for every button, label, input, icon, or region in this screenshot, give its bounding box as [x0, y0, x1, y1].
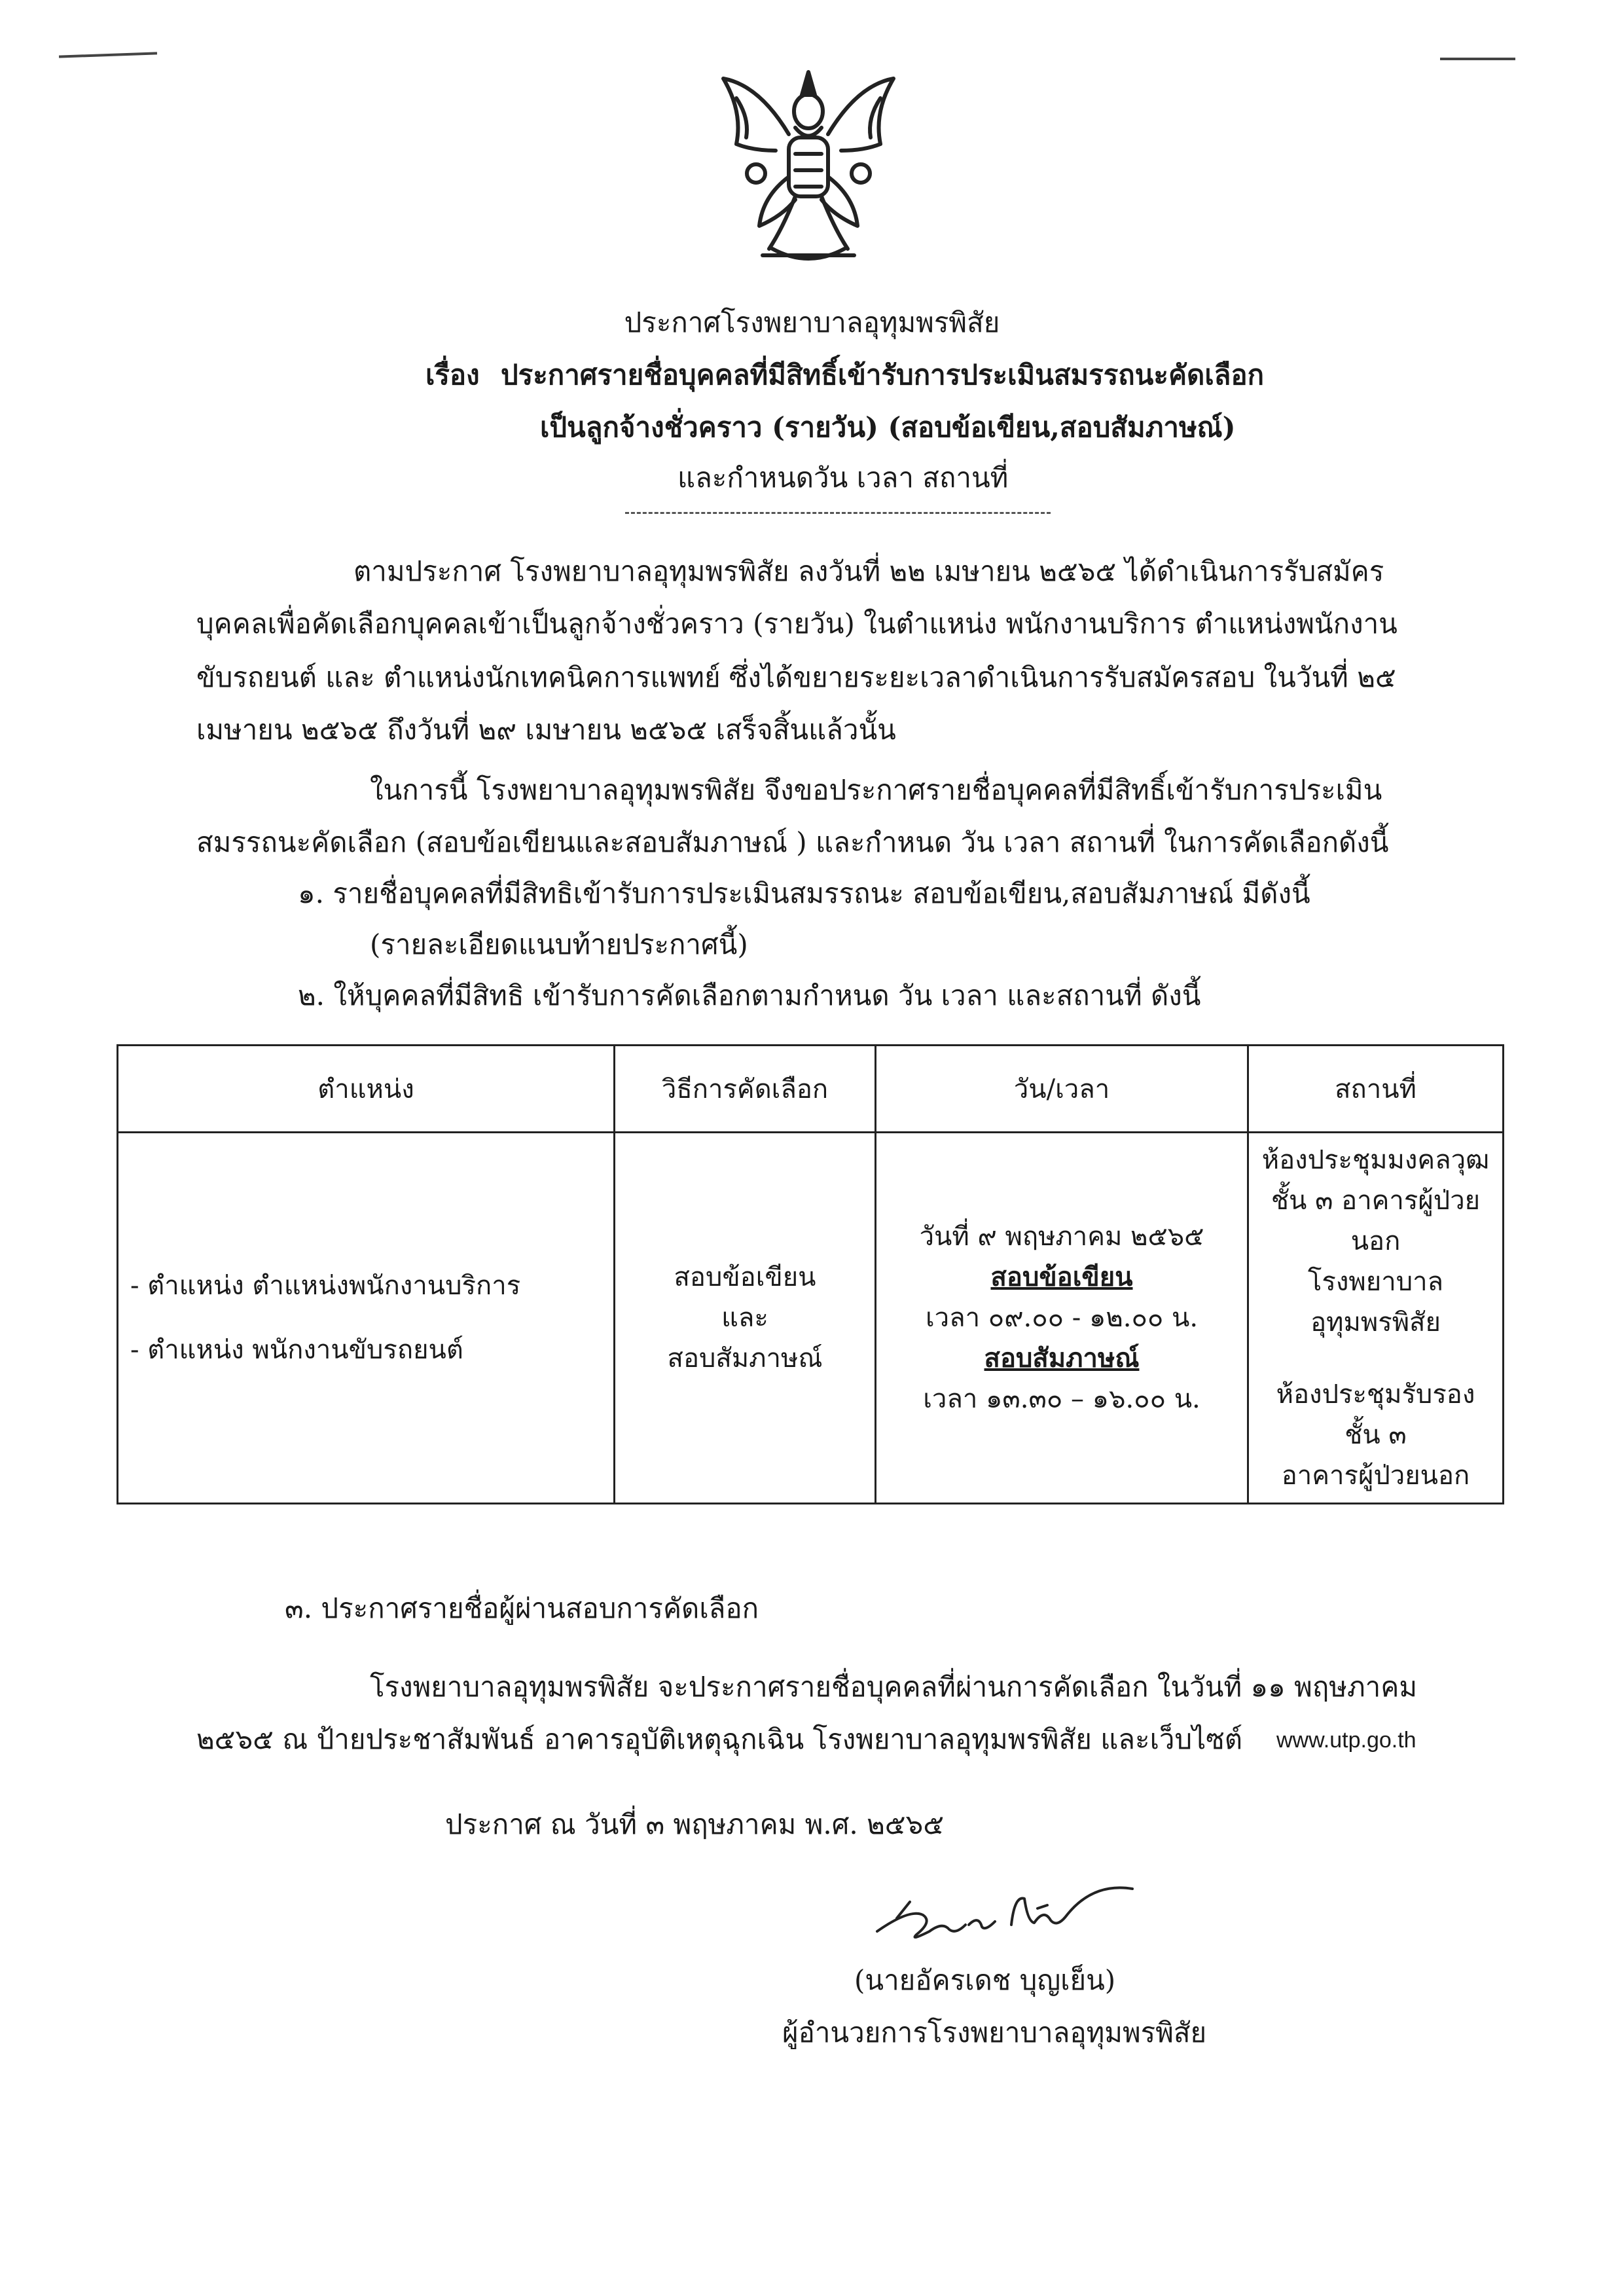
method-cell [615, 1133, 876, 1504]
exam-date: วันที่ ๙ พฤษภาคม ๒๕๖๕ [919, 1222, 1204, 1252]
item-2: ๒. ให้บุคคลที่มีสิทธิ เข้ารับการคัดเลือกตามกำหนด วัน เวลา และสถานที่ ดังนี้ [298, 979, 1201, 1011]
place-written-3: โรงพยาบาลอุทุมพรพิสัย [1307, 1267, 1444, 1338]
header-place: สถานที่ [1248, 1046, 1504, 1133]
announcement-date: ประกาศ ณ วันที่ ๓ พฤษภาคม พ.ศ. ๒๕๖๕ [445, 1808, 945, 1840]
subject-line-2: เป็นลูกจ้างชั่วคราว (รายวัน) (สอบข้อเขียน,สอบสัมภาษณ์) [540, 411, 1236, 443]
place-interview-1: ห้องประชุมรับรองชั้น ๓ [1276, 1379, 1475, 1450]
datetime-cell [876, 1133, 1248, 1504]
para1-line-4: เมษายน ๒๕๖๕ ถึงวันที่ ๒๙ เมษายน ๒๕๖๕ เสร็จสิ้นแล้วนั้น [196, 714, 896, 746]
header-divider [625, 512, 1051, 514]
section3-heading: ๓. ประกาศรายชื่อผู้ผ่านสอบการคัดเลือก [285, 1592, 759, 1624]
place-interview-2: อาคารผู้ป่วยนอก [1281, 1461, 1470, 1491]
table-header-row [118, 1046, 1504, 1133]
method-written: สอบข้อเขียน [674, 1262, 816, 1292]
section3-line-1: โรงพยาบาลอุทุมพรพิสัย จะประกาศรายชื่อบุคคลที่ผ่านการคัดเลือก ในวันที่ ๑๑ พฤษภาคม [370, 1671, 1417, 1703]
written-exam-label: สอบข้อเขียน [990, 1262, 1133, 1292]
header-method: วิธีการคัดเลือก [615, 1046, 876, 1133]
signature-icon [871, 1869, 1146, 1954]
para1-line-2: บุคคลเพื่อคัดเลือกบุคคลเข้าเป็นลูกจ้างชั่วคราว (รายวัน) ในตำแหน่ง พนักงานบริการ ตำแหน่งพนักงาน [196, 608, 1398, 640]
issuer-title: ประกาศโรงพยาบาลอุทุมพรพิสัย [624, 306, 1000, 338]
para1-line-3: ขับรถยนต์ และ ตำแหน่งนักเทคนิคการแพทย์ ซึ่งได้ขยายระยะเวลาดำเนินการรับสมัครสอบ ในวันที่ ๒๕ [196, 661, 1396, 693]
item-1-note: (รายละเอียดแนบท้ายประกาศนี้) [370, 928, 748, 960]
subject-line-1: ประกาศรายชื่อบุคคลที่มีสิทธิ์เข้ารับการประเมินสมรรถนะคัดเลือก [501, 359, 1265, 391]
place-cell [1248, 1133, 1504, 1504]
signatory-title: ผู้อำนวยการโรงพยาบาลอุทุมพรพิสัย [782, 2016, 1207, 2049]
method-and: และ [721, 1303, 768, 1333]
subject-line-3: และกำหนดวัน เวลา สถานที่ [677, 462, 1009, 494]
schedule-table [117, 1044, 1504, 1504]
para2-line-2: สมรรถนะคัดเลือก (สอบข้อเขียนและสอบสัมภาษณ์ ) และกำหนด วัน เวลา สถานที่ ในการคัดเลือกดังนี้ [196, 826, 1389, 858]
position-driver: - ตำแหน่ง พนักงานขับรถยนต์ [130, 1335, 463, 1365]
corner-mark-left [59, 52, 157, 58]
garuda-emblem-icon [697, 59, 920, 282]
corner-mark-right [1440, 58, 1515, 60]
header-position: ตำแหน่ง [118, 1046, 615, 1133]
table-row [118, 1133, 1504, 1504]
subject-label: เรื่อง [425, 359, 480, 391]
position-cell [118, 1133, 615, 1504]
header-datetime: วัน/เวลา [876, 1046, 1248, 1133]
website-url: www.utp.go.th [1276, 1728, 1416, 1753]
place-written-1: ห้องประชุมมงคลวุฒ [1261, 1145, 1490, 1175]
item-1: ๑. รายชื่อบุคคลที่มีสิทธิเข้ารับการประเมินสมรรถนะ สอบข้อเขียน,สอบสัมภาษณ์ มีดังนี้ [298, 877, 1310, 909]
para1-line-1: ตามประกาศ โรงพยาบาลอุทุมพรพิสัย ลงวันที่ ๒๒ เมษายน ๒๕๖๕ ได้ดำเนินการรับสมัคร [353, 555, 1384, 587]
interview-label: สอบสัมภาษณ์ [984, 1343, 1140, 1374]
section3-line-2: ๒๕๖๕ ณ ป้ายประชาสัมพันธ์ อาคารอุบัติเหตุฉุกเฉิน โรงพยาบาลอุทุมพรพิสัย และเว็บไซต์ [196, 1723, 1243, 1755]
method-interview: สอบสัมภาษณ์ [667, 1343, 823, 1374]
interview-time: เวลา ๑๓.๓๐ – ๑๖.๐๐ น. [923, 1384, 1200, 1414]
signatory-name: (นายอัครเดช บุญเย็น) [854, 1964, 1116, 1996]
position-service: - ตำแหน่ง ตำแหน่งพนักงานบริการ [130, 1271, 521, 1301]
para2-line-1: ในการนี้ โรงพยาบาลอุทุมพรพิสัย จึงขอประกาศรายชื่อบุคคลที่มีสิทธิ์เข้ารับการประเมิน [370, 774, 1382, 806]
place-written-2: ชั้น ๓ อาคารผู้ป่วยนอก [1271, 1186, 1481, 1256]
written-exam-time: เวลา ๐๙.๐๐ - ๑๒.๐๐ น. [925, 1303, 1199, 1333]
